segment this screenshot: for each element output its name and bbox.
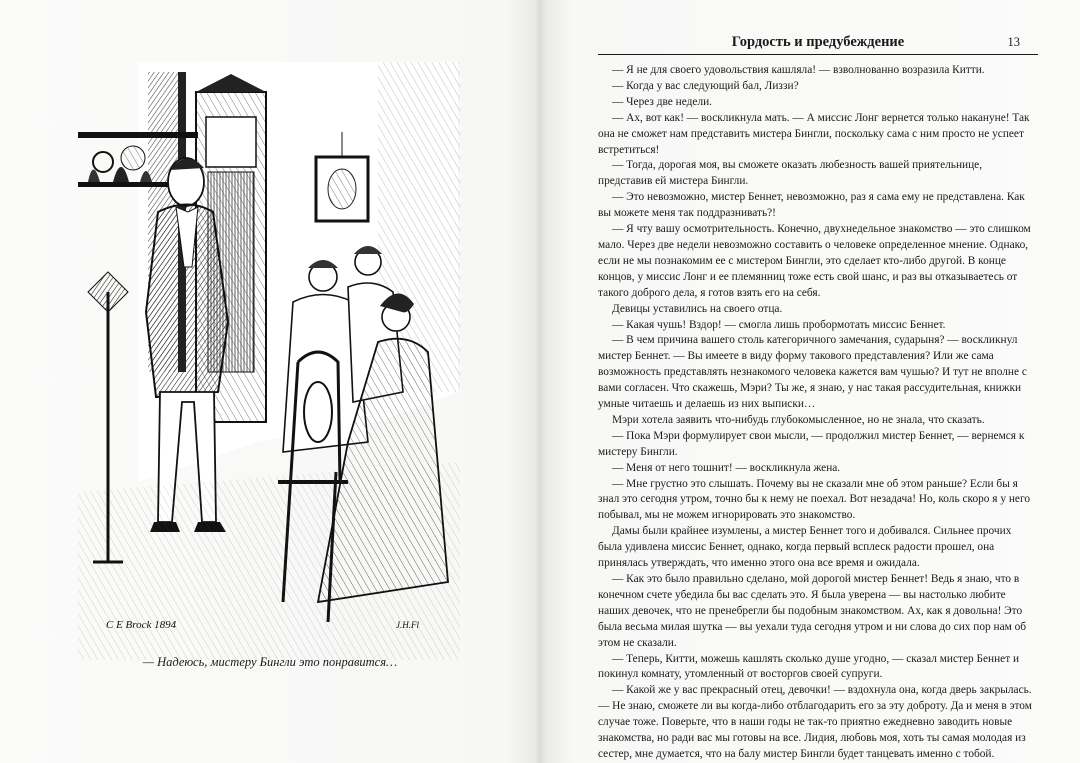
- paragraph: — Я не для своего удовольствия кашляла! — взволнованно возразила Китти.: [612, 64, 985, 76]
- paragraph: — Это невозможно, мистер Беннет, невозможно, раз я сама ему не представлена. Как вы можете меня так поддразнивать?!: [598, 191, 1025, 220]
- paragraph: — Пока Мэри формулирует свои мысли, — продолжил мистер Беннет, — вернемся к мистеру Бингли.: [598, 429, 1025, 458]
- paragraph: Мэри хотела заявить что-нибудь глубокомысленное, но не знала, что сказать.: [612, 413, 985, 426]
- paragraph: Дамы были крайнее изумлены, а мистер Беннет того и добивался. Сильнее прочих была удивлена миссис Беннет, однако, когда первый всплеск радости прошел, она принялась утверждать, что именно этого она все время и ожидала.: [598, 525, 1012, 570]
- paragraph: — Я чту вашу осмотрительность. Конечно, двухнедельное знакомство — это слишком мало. Через две недели невозможно составить о человеке определенное мнение. Однако, если не мы познакомим ее с мистером Бингли, это сделает кто-либо другой. В конце концов, у миссис Лонг и ее племянниц тоже есть свой шанс, и раз вы отказываетесь от такого доброго дела, я готов взять его на себя.: [598, 223, 1031, 299]
- paragraph: — Через две недели.: [612, 95, 713, 108]
- paragraph: — Как это было правильно сделано, мой дорогой мистер Беннет! Ведь я знаю, что в конечном счете убедила бы вас сделать это. Я была уверена — вы настолько любите наших девочек, что не пренебрегли бы подобным знакомством. Ах, как я довольна! Это была весьма милая шутка — вы уехали туда сегодня утром и ни слова до сих пор нам об этом не сказали.: [598, 573, 1027, 649]
- paragraph: — В чем причина вашего столь категоричного замечания, сударыня? — воскликнул мистер Беннет. — Вы имеете в виду форму такового представления? Или же сама возможность представлять незнакомого человека кажется вам чушью? И тут не вполне с вами согласен. Что скажешь, Мэри? Ты же, я знаю, у нас такая рассудительная, книжки умные читаешь и делаешь из них выписки…: [598, 334, 1027, 411]
- paragraph: — Теперь, Китти, можешь кашлять сколько душе угодно, — сказал мистер Беннет и покинул комнату, утомленный от восторгов своей супруги.: [598, 652, 1020, 681]
- illustration-caption: — Надеюсь, мистеру Бингли это понравится…: [142, 655, 398, 669]
- paragraph: — Какая чушь! Вздор! — смогла лишь пробормотать миссис Беннет.: [612, 318, 946, 331]
- paragraph: — Когда у вас следующий бал, Лиззи?: [612, 79, 799, 92]
- illustration: [78, 62, 460, 660]
- paragraph: — Тогда, дорогая моя, вы сможете оказать любезность вашей приятельнице, представив ей мистера Бингли.: [598, 159, 983, 188]
- page-number: 13: [1007, 35, 1020, 49]
- engraver-signature: J.H.Fl: [396, 620, 419, 630]
- paragraph: — Мне грустно это слышать. Почему вы не сказали мне об этом раньше? Если бы я знал это сегодня утром, точно бы к нему не поехал. Вот незадача! Но, коль скоро я у него побывал, мы не можем игнорировать это знакомство.: [598, 477, 1031, 522]
- running-head: [598, 32, 1038, 55]
- right-page: [540, 0, 1080, 763]
- paragraph: Девицы уставились на своего отца.: [612, 302, 783, 315]
- paragraph: — Какой же у вас прекрасный отец, девочки! — вздохнула она, когда дверь закрылась. — Не знаю, сможете ли вы когда-либо отблагодарить его за эту доброту. Да и меня в этом случае тоже. Поверьте, что в наши годы не так-то приятно ежедневно заводить новые знакомства, но ради вас мы готовы на все. Лидия, любовь моя, хоть ты самая молодая из сестер, мне думается, что на балу мистер Бингли будет танцевать именно с тобой.: [598, 684, 1032, 760]
- paragraph: — Ах, вот как! — воскликнула мать. — А миссис Лонг вернется только накануне! Так она не сможет нам представить мистера Бингли, поскольку сама с ним просто не успеет встретиться!: [598, 111, 1030, 156]
- body-text: [598, 63, 1034, 763]
- running-title: Гордость и предубеждение: [731, 34, 905, 50]
- illustrator-signature: C E Brock 1894: [106, 619, 177, 631]
- paragraph: — Меня от него тошнит! — воскликнула жена.: [612, 461, 841, 474]
